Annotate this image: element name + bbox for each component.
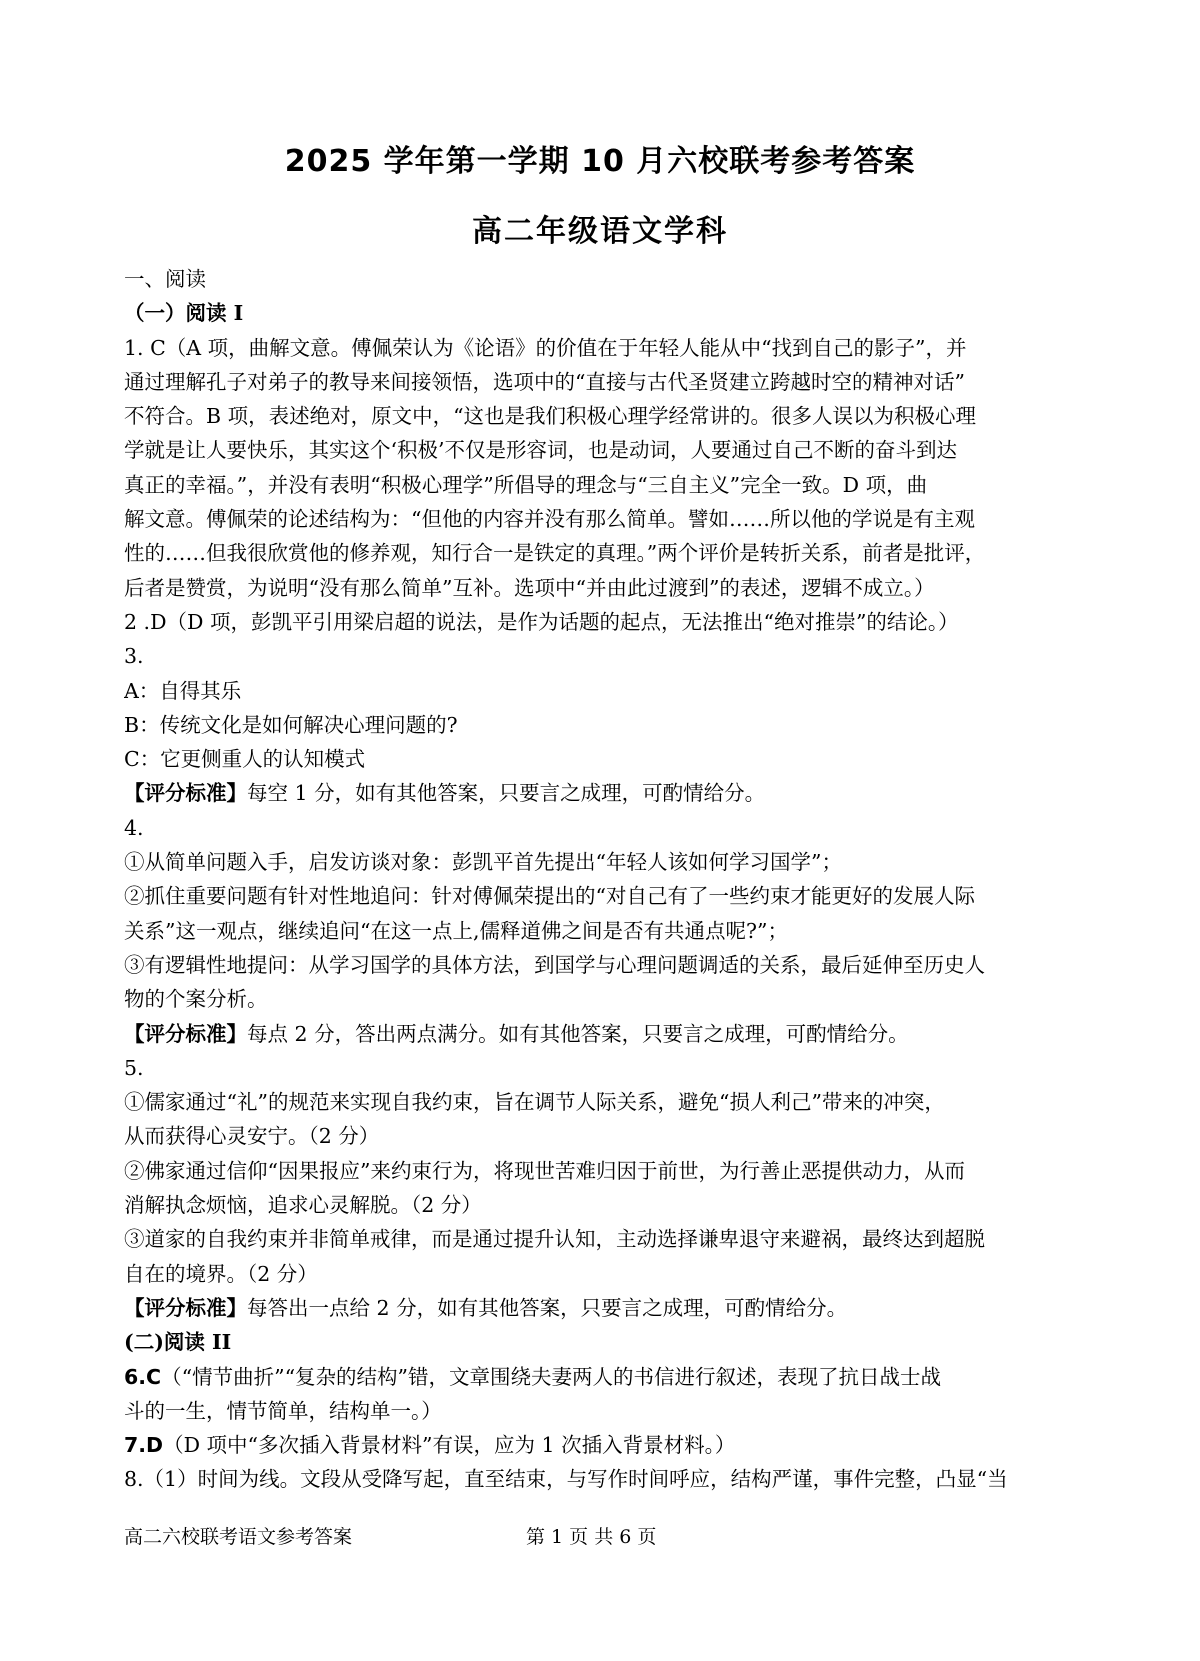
line-text: 8.（1）时间为线。文段从受降写起，直至结束，与写作时间呼应，结构严谨，事件完整，凸显“当 [124, 1467, 1008, 1492]
text-line [124, 1154, 1084, 1188]
section-heading [124, 296, 1084, 330]
line-text: 解文意。傅佩荣的论述结构为：“但他的内容并没有那么简单。譬如……所以他的学说是有主观 [124, 507, 975, 532]
footer-left-text: 高二六校联考语文参考答案 [124, 1526, 353, 1548]
scoring-label: 【评分标准】 [124, 1295, 247, 1320]
line-text: 真正的幸福。”，并没有表明“积极心理学”所倡导的理念与“三自主义”完全一致。D 项，曲 [124, 472, 928, 497]
text-line [124, 502, 1084, 536]
text-line [124, 879, 1084, 913]
line-text: 4. [124, 815, 144, 840]
text-line [124, 1291, 1084, 1325]
text-line [124, 365, 1084, 399]
text-line [124, 1188, 1084, 1222]
text-line [124, 1360, 1084, 1394]
line-text: ③有逻辑性地提问：从学习国学的具体方法，到国学与心理问题调适的关系，最后延伸至历史人 [124, 952, 985, 977]
line-text: ③道家的自我约束并非简单戒律，而是通过提升认知，主动选择谦卑退守来避祸，最终达到超脱 [124, 1227, 985, 1252]
line-text: （一）阅读 I [124, 301, 244, 326]
line-text: ②佛家通过信仰“因果报应”来约束行为，将现世苦难归因于前世，为行善止恶提供动力，从而 [124, 1158, 965, 1183]
text-line [124, 914, 1084, 948]
line-text: 每答出一点给 2 分，如有其他答案，只要言之成理，可酌情给分。 [247, 1295, 848, 1320]
text-line [124, 605, 1084, 639]
line-text: A：自得其乐 [124, 678, 242, 703]
answer-key: 6.C [124, 1364, 162, 1389]
line-text: 1. C（A 项，曲解文意。傅佩荣认为《论语》的价值在于年轻人能从中“找到自己的影子”，并 [124, 335, 967, 360]
text-line [124, 845, 1084, 879]
text-line [124, 811, 1084, 845]
line-text: 关系”这一观点，继续追问“在这一点上,儒释道佛之间是否有共通点呢?”； [124, 918, 788, 943]
footer-page-number: 第 1 页 共 6 页 [526, 1526, 657, 1548]
text-line [124, 1017, 1084, 1051]
text-line [124, 982, 1084, 1016]
text-line [124, 1222, 1084, 1256]
line-text: 每空 1 分，如有其他答案，只要言之成理，可酌情给分。 [247, 781, 766, 806]
text-line [124, 1394, 1084, 1428]
section-heading [124, 1325, 1084, 1359]
document-title: 2025 学年第一学期 10 月六校联考参考答案 [284, 144, 916, 179]
answer-key: 7.D [124, 1433, 164, 1458]
text-line [124, 1119, 1084, 1153]
line-text: ①从简单问题入手，启发访谈对象：彭凯平首先提出“年轻人该如何学习国学”； [124, 850, 842, 875]
line-text: 2 .D（D 项，彭凯平引用梁启超的说法，是作为话题的起点，无法推出“绝对推崇”的结论。） [124, 609, 959, 634]
text-line [124, 674, 1084, 708]
text-line [124, 1462, 1084, 1496]
scoring-label: 【评分标准】 [124, 781, 247, 806]
text-line [124, 262, 1084, 296]
text-line [124, 1428, 1084, 1462]
line-text: 从而获得心灵安宁。（2 分） [124, 1124, 380, 1149]
line-text: 物的个案分析。 [124, 987, 268, 1012]
line-text: 每点 2 分，答出两点满分。如有其他答案，只要言之成理，可酌情给分。 [247, 1021, 909, 1046]
line-text: 5. [124, 1055, 144, 1080]
line-text: C：它更侧重人的认知模式 [124, 747, 366, 772]
line-text: 斗的一生，情节简单，结构单一。） [124, 1398, 442, 1423]
text-line [124, 948, 1084, 982]
text-line [124, 1085, 1084, 1119]
text-line [124, 639, 1084, 673]
text-line [124, 571, 1084, 605]
line-text: （D 项中“多次插入背景材料”有误，应为 1 次插入背景材料。） [163, 1433, 736, 1458]
line-text: ①儒家通过“礼”的规范来实现自我约束，旨在调节人际关系，避免“损人利己”带来的冲突， [124, 1090, 945, 1115]
line-text: 消解执念烦恼，追求心灵解脱。（2 分） [124, 1193, 482, 1218]
page-footer [124, 1522, 1084, 1552]
text-line [124, 433, 1084, 467]
text-line [124, 331, 1084, 365]
text-line [124, 1257, 1084, 1291]
line-text: 自在的境界。（2 分） [124, 1261, 318, 1286]
text-line [124, 708, 1084, 742]
line-text: (二)阅读 II [124, 1330, 232, 1355]
document-subtitle: 高二年级语文学科 [472, 214, 728, 249]
text-line [124, 536, 1084, 570]
text-line [124, 1051, 1084, 1085]
line-text: B：传统文化是如何解决心理问题的? [124, 712, 458, 737]
line-text: 后者是赞赏，为说明“没有那么简单”互补。选项中“并由此过渡到”的表述，逻辑不成立。） [124, 575, 935, 600]
line-text: ②抓住重要问题有针对性地追问：针对傅佩荣提出的“对自己有了一些约束才能更好的发展人际 [124, 884, 975, 909]
line-text: 一、阅读 [124, 267, 206, 291]
text-line [124, 776, 1084, 810]
scoring-label: 【评分标准】 [124, 1021, 247, 1046]
answer-body [124, 262, 1084, 1497]
line-text: 学就是让人要快乐，其实这个‘积极’不仅是形容词，也是动词，人要通过自己不断的奋斗到达 [124, 438, 958, 463]
text-line [124, 468, 1084, 502]
line-text: 不符合。B 项，表述绝对，原文中，“这也是我们积极心理学经常讲的。很多人误以为积极心理 [124, 404, 977, 429]
line-text: 3. [124, 644, 144, 669]
text-line [124, 742, 1084, 776]
line-text: 性的……但我很欣赏他的修养观，知行合一是铁定的真理。”两个评价是转折关系，前者是批评， [124, 541, 986, 566]
text-line [124, 399, 1084, 433]
line-text: （“情节曲折”“复杂的结构”错，文章围绕夫妻两人的书信进行叙述，表现了抗日战士战 [161, 1364, 942, 1389]
line-text: 通过理解孔子对弟子的教导来间接领悟，选项中的“直接与古代圣贤建立跨越时空的精神对话” [124, 369, 965, 394]
